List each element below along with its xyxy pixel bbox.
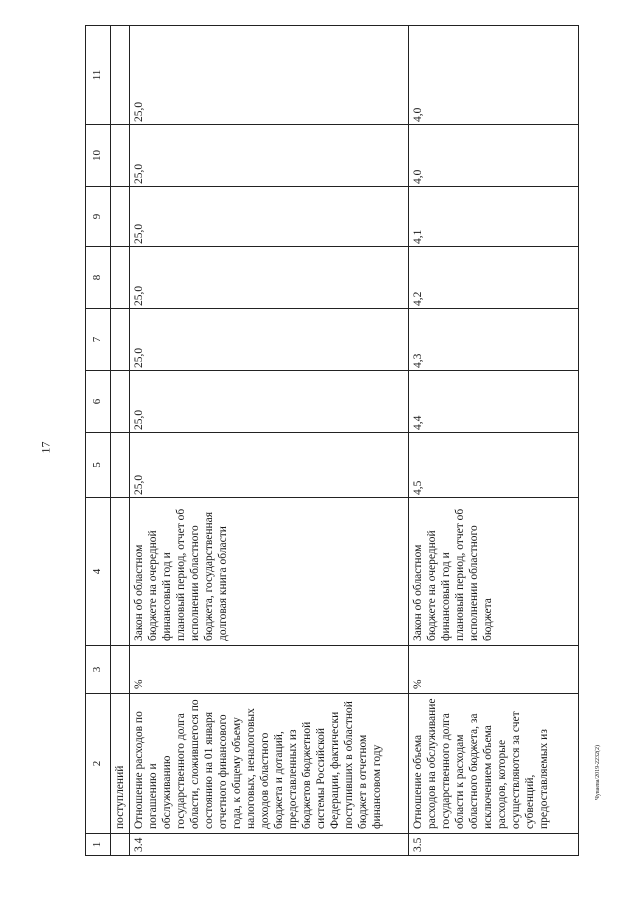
header-row [86,26,111,856]
source: Закон об областном бюджете на очередной финансовый год и плановый период, отчет об исполнении областного бюджета, государственная долговая книга области [130,498,409,646]
header-cell: 8 [86,247,111,309]
value-cell: 4,0 [409,26,579,125]
header-cell: 2 [86,694,111,834]
table-row [409,26,579,856]
value-cell: 25,0 [130,247,409,309]
unit: % [409,646,579,694]
row-number: 3.4 [130,834,409,856]
continued-text: поступлений [111,694,130,834]
header-cell: 10 [86,125,111,187]
value-cell: 4,0 [409,125,579,187]
header-cell: 1 [86,834,111,856]
value-cell: 4,2 [409,247,579,309]
indicators-table [85,25,579,856]
value-cell: 4,1 [409,187,579,247]
value-cell: 25,0 [130,187,409,247]
header-cell: 7 [86,309,111,371]
value-cell: 25,0 [130,309,409,371]
value-cell: 4,4 [409,371,579,433]
value-cell: 25,0 [130,26,409,125]
value-cell: 25,0 [130,433,409,498]
header-cell: 9 [86,187,111,247]
page-number: 17 [38,441,53,454]
header-cell: 5 [86,433,111,498]
indicator-name: Отношение объема расходов на обслуживание государственного долга области к расходам областного бюджета, за исключением объема расходов, которые осуществляются за счет субвенций, предоставляемых из [409,694,579,834]
header-cell: 3 [86,646,111,694]
value-cell: 4,5 [409,433,579,498]
continuation-row [111,26,130,856]
source: Закон об областном бюджете на очередной финансовый год и плановый период, отчет об исполнении областного бюджета [409,498,579,646]
value-cell: 4,3 [409,309,579,371]
header-cell: 4 [86,498,111,646]
rotated-table-container [85,66,583,856]
row-number: 3.5 [409,834,579,856]
value-cell: 25,0 [130,125,409,187]
indicator-name: Отношение расходов по погашению и обслуживанию государственного долга области, сложившегося по состоянию на 01 января отчетного финансового года, к общему объему налоговых, неналоговых доходов областного бюджета и дотаций, предоставленных из бюджетов бюджетной системы Российской Федерации, фактически поступивших в областной бюджет в отчетном финансовом году [130,694,409,834]
table-row [130,26,409,856]
header-cell: 6 [86,371,111,433]
header-cell: 11 [86,26,111,125]
value-cell: 25,0 [130,371,409,433]
footer-document-code: Чуваева/2019-2232(2) [595,744,601,800]
unit: % [130,646,409,694]
